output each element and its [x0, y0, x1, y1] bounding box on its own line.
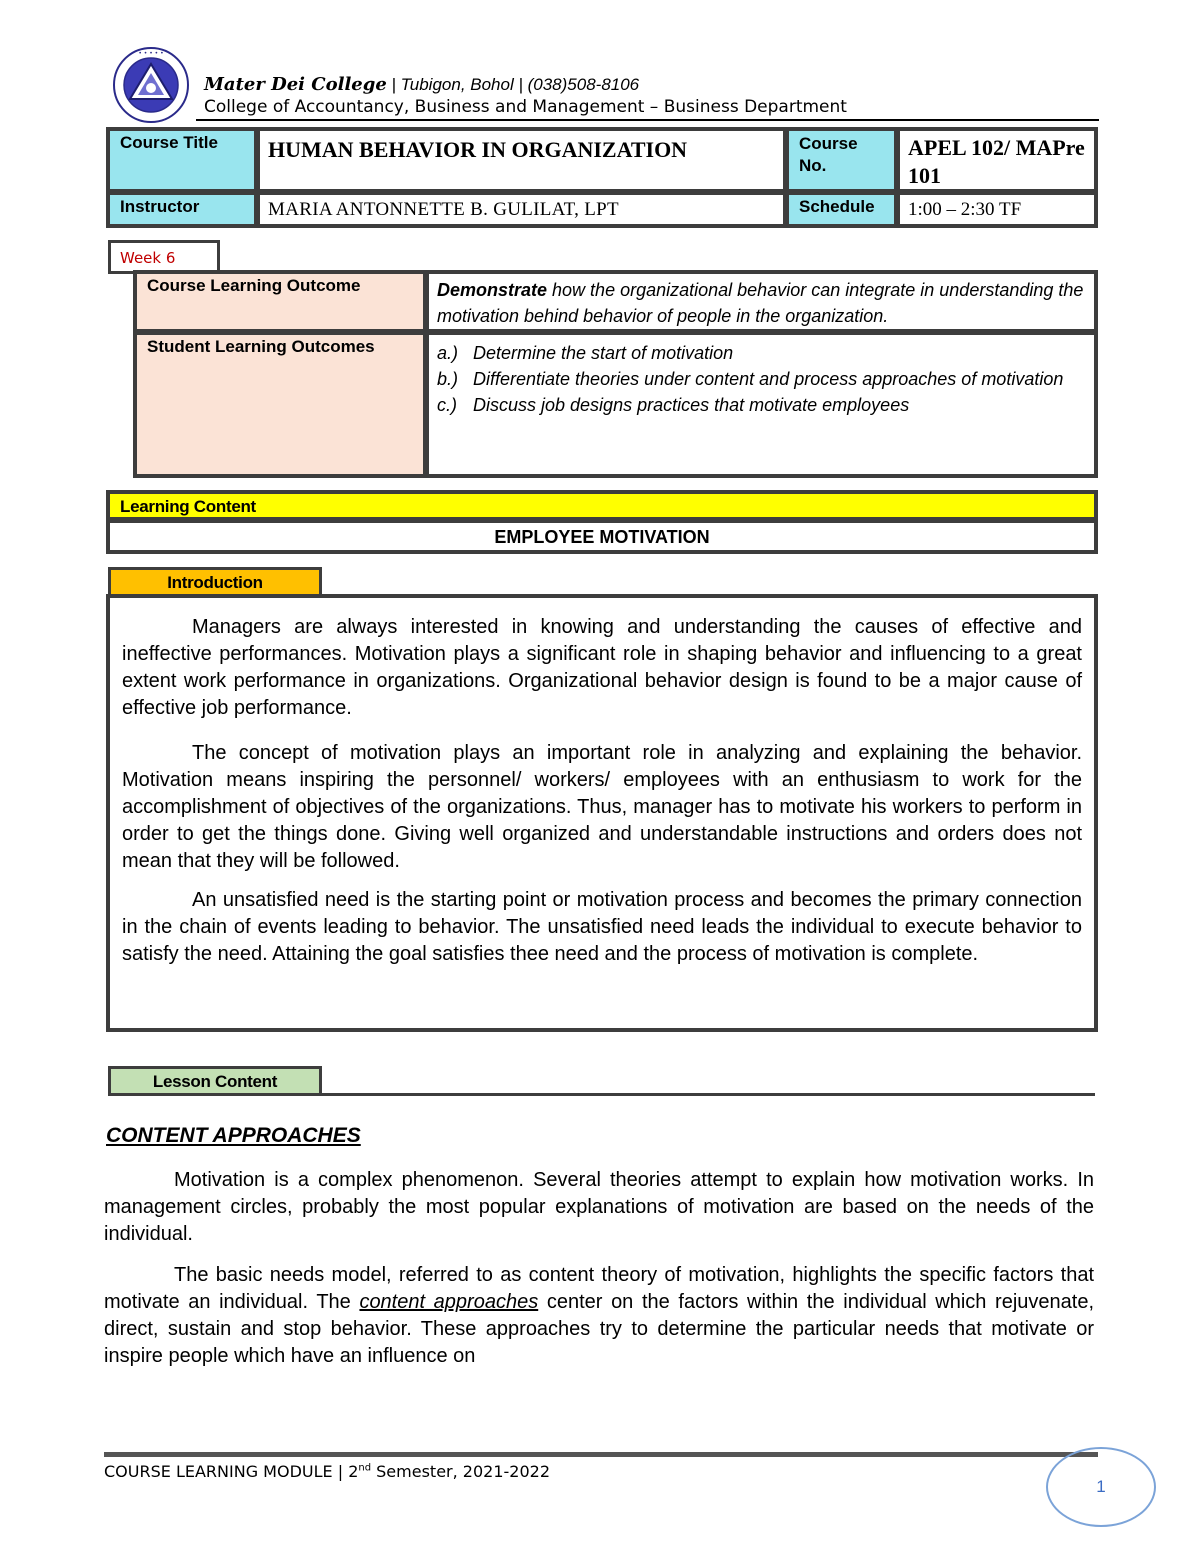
slo-item [437, 366, 1086, 392]
schedule-label: Schedule [785, 191, 898, 228]
content-approaches-term: content approaches [359, 1291, 539, 1313]
page-number-circle [1046, 1447, 1156, 1527]
intro-paragraph: Managers are always interested in knowing and understanding the causes of effective and ineffective performances. Motivation plays a significant role in shaping behavior and influencing to a great extent work performance in organizations. Organizational behavior design is found to be a major cause of effective job performance. [122, 616, 1082, 719]
college-header-line [204, 74, 639, 95]
footer-divider [104, 1452, 1098, 1457]
learning-content-title: EMPLOYEE MOTIVATION [106, 519, 1098, 554]
schedule-value: 1:00 – 2:30 TF [896, 191, 1098, 228]
course-title-value: HUMAN BEHAVIOR IN ORGANIZATION [256, 127, 787, 193]
slo-marker: a.) [437, 343, 459, 363]
content-approaches-heading: CONTENT APPROACHES [106, 1124, 361, 1147]
clo-description: how the organizational behavior can integrate in understanding the motivation behind behavior of people in the organization. [437, 280, 1084, 326]
instructor-label: Instructor [106, 191, 258, 228]
slo-text: Determine the start of motivation [473, 343, 734, 363]
svg-text:• • • • •: • • • • • [138, 50, 164, 57]
department-name: College of Accountancy, Business and Management – Business Department [204, 97, 847, 117]
header-divider [196, 119, 1099, 121]
course-no-label: Course No. [785, 127, 898, 193]
para2-text-a: The basic needs model, referred to as content theory of motivation, highlights the specific factors that motivate an individual. The [104, 1264, 1094, 1313]
slo-item [437, 340, 1086, 366]
slo-marker: b.) [437, 369, 459, 389]
introduction-tab: Introduction [108, 567, 322, 597]
intro-paragraph: An unsatisfied need is the starting point or motivation process and becomes the primary connection in the chain of events leading to behavior. The unsatisfied need leads the individual to execute behavior to satisfy the need. Attaining the goal satisfies thee need and the process of motivation is complete. [122, 889, 1082, 965]
course-no-value: APEL 102/ MAPre 101 [896, 127, 1098, 193]
lesson-content-rule [320, 1093, 1095, 1096]
slo-label: Student Learning Outcomes [133, 331, 427, 478]
college-location-contact: | Tubigon, Bohol | (038)508-8106 [386, 75, 640, 94]
lesson-content-tab: Lesson Content [108, 1066, 322, 1096]
footer-superscript: nd [358, 1462, 372, 1474]
college-name: Mater Dei College [204, 74, 387, 95]
week-tab: Week 6 [108, 240, 220, 274]
lesson-body [104, 1167, 1094, 1370]
slo-text: Differentiate theories under content and process approaches of motivation [473, 369, 1064, 389]
clo-keyword: Demonstrate [437, 280, 548, 300]
footer-semester: Semester, 2021-2022 [371, 1462, 550, 1481]
clo-label: Course Learning Outcome [133, 270, 427, 333]
slo-item [437, 392, 1086, 418]
course-title-label: Course Title [106, 127, 258, 193]
college-seal-logo [112, 44, 190, 126]
slo-list [425, 331, 1098, 478]
clo-text [425, 270, 1098, 333]
slo-marker: c.) [437, 395, 457, 415]
footer-module: COURSE LEARNING MODULE | 2 [104, 1462, 359, 1481]
lesson-paragraph: Motivation is a complex phenomenon. Several theories attempt to explain how motivation works. In management circles, probably the most popular explanations of motivation are based on the needs of the individual. [104, 1169, 1094, 1245]
footer-text [104, 1462, 550, 1481]
learning-content-label: Learning Content [106, 490, 1098, 521]
introduction-body [106, 594, 1098, 1032]
lesson-paragraph [104, 1262, 1094, 1370]
page-number: 1 [1096, 1477, 1106, 1496]
instructor-value: MARIA ANTONNETTE B. GULILAT, LPT [256, 191, 787, 228]
intro-paragraph: The concept of motivation plays an important role in analyzing and explaining the behavior. Motivation means inspiring the personnel/ workers/ employees with an enthusiasm to work for the accomplishment of objectives of the organizations. Thus, manager has to motivate his workers to perform in order to get the things done. Giving well organized and understandable instructions and orders does not mean that they will be followed. [122, 742, 1082, 872]
para2-text-b: center on the factors within the individual which rejuvenate, direct, sustain and stop behavior. These approaches try to determine the particular needs that motivate or inspire people which have an influence on [104, 1291, 1095, 1367]
slo-text: Discuss job designs practices that motivate employees [473, 395, 910, 415]
